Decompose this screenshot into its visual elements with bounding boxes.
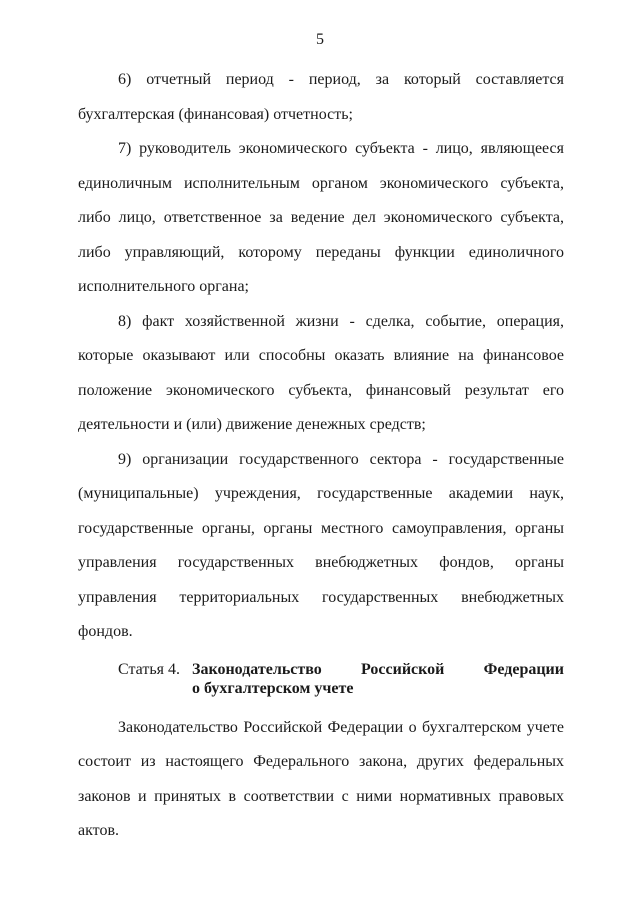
article-heading bbox=[118, 660, 564, 698]
article-number: Статья 4. bbox=[118, 660, 180, 678]
article-title bbox=[192, 660, 564, 698]
article-title-line-2: о бухгалтерском учете bbox=[192, 679, 354, 697]
definition-item-8: 8) факт хозяйственной жизни - сделка, событие, операция, которые оказывают или способны оказать влияние на финансовое положение экономического субъекта, финансовый результат его деятельности и (или) движение денежных средств; bbox=[78, 312, 564, 433]
document-body bbox=[78, 63, 564, 849]
definition-item-6: 6) отчетный период - период, за который составляется бухгалтерская (финансовая) отчетность; bbox=[78, 71, 564, 123]
definition-item-9: 9) организации государственного сектора - государственные (муниципальные) учреждения, государственные академии наук, государственные органы, органы местного самоуправления, органы управления государственных внебюджетных фондов, органы управления территориальных государственных внебюджетных фондов. bbox=[78, 450, 564, 640]
article-title-line-1: Законодательство Российской Федерации bbox=[192, 660, 564, 678]
page-number: 5 bbox=[316, 31, 324, 48]
definition-item-7: 7) руководитель экономического субъекта - лицо, являющееся единоличным исполнительным органом экономического субъекта, либо лицо, ответственное за ведение дел экономического субъекта, либо управляющий, которому переданы функции единоличного исполнительного органа; bbox=[78, 140, 564, 295]
article-body-text: Законодательство Российской Федерации о бухгалтерском учете состоит из настоящего Федерального закона, других федеральных законов и принятых в соответствии с ними нормативных правовых актов. bbox=[78, 718, 564, 839]
